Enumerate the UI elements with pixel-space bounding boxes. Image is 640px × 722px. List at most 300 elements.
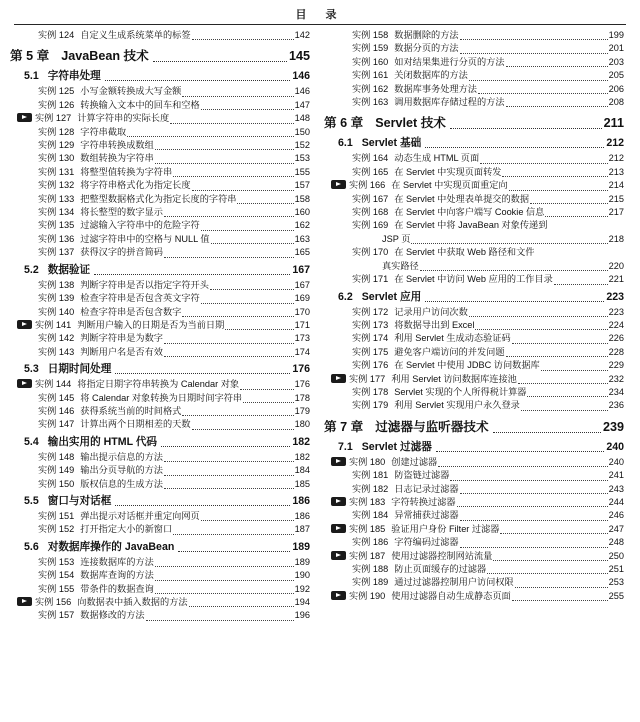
chapter-heading[interactable]: [324, 418, 624, 437]
entry-number: 实例 138: [38, 279, 75, 290]
leader-dots: [506, 98, 608, 107]
leader-dots: [535, 250, 623, 258]
leader-dots: [460, 512, 608, 521]
leader-dots: [500, 525, 607, 534]
toc-entry[interactable]: [10, 233, 310, 246]
page-number: 253: [608, 577, 624, 588]
leader-dots: [450, 119, 602, 129]
entry-title: 创建过滤器: [391, 456, 438, 467]
entry-title: 在 Servlet 中将 JavaBean 对象传递到: [394, 220, 548, 231]
leader-dots: [182, 407, 293, 416]
toc-entry[interactable]: [324, 469, 624, 482]
page-number: 239: [602, 419, 624, 434]
toc-entry[interactable]: [10, 85, 310, 98]
toc-entry[interactable]: [324, 386, 624, 399]
entry-number: 实例 184: [352, 510, 389, 521]
entry-number: 实例 153: [38, 556, 75, 567]
page-number: 171: [294, 319, 310, 330]
section-heading[interactable]: [10, 262, 310, 278]
toc-entry[interactable]: [10, 152, 310, 165]
leader-dots: [155, 558, 294, 567]
leader-dots: [189, 598, 294, 607]
entry-title: 将指定日期字符串转换为 Calendar 对象: [77, 379, 240, 390]
entry-number: 实例 133: [38, 193, 75, 204]
toc-entry[interactable]: [324, 576, 624, 589]
entry-number: 实例 176: [352, 360, 389, 371]
entry-label: [352, 359, 540, 372]
toc-entry[interactable]: [10, 126, 310, 139]
entry-number: 实例 164: [352, 153, 389, 164]
toc-entry[interactable]: [10, 378, 310, 391]
toc-entry[interactable]: [10, 418, 310, 431]
entry-number: 实例 137: [38, 247, 75, 258]
toc-entry[interactable]: [10, 292, 310, 305]
entry-label: [38, 206, 163, 219]
toc-entry-continuation[interactable]: [324, 233, 624, 246]
toc-entry[interactable]: [10, 179, 310, 192]
leader-dots: [201, 295, 294, 304]
leader-dots: [155, 585, 294, 594]
entry-number: 实例 131: [38, 166, 75, 177]
entry-title: 弹出提示对话框并重定向网页: [80, 510, 200, 521]
entry-number: 实例 126: [38, 99, 75, 110]
entry-label: [38, 346, 163, 359]
toc-entry[interactable]: [324, 523, 624, 536]
page-number: 180: [294, 419, 310, 430]
page-number: 142: [294, 30, 310, 40]
chapter-title: Servlet 技术: [375, 116, 446, 131]
leader-dots: [480, 155, 607, 164]
entry-title: 将 Calendar 对象转换为日期时间字符串: [80, 392, 243, 403]
page-number: 240: [608, 456, 624, 467]
entry-number: 实例 132: [38, 180, 75, 191]
page-number: 196: [294, 610, 310, 621]
toc-entry[interactable]: [324, 346, 624, 359]
page-number: 223: [608, 306, 624, 317]
page-number: 255: [608, 590, 624, 601]
chapter-title: 过滤器与监听器技术: [375, 419, 489, 434]
page-number: 155: [294, 166, 310, 177]
entry-label: [38, 306, 181, 319]
entry-label: [38, 292, 200, 305]
entry-title: 使用过滤器自动生成静态页面: [391, 590, 511, 601]
page-number: 217: [608, 207, 624, 218]
toc-entry[interactable]: [10, 523, 310, 536]
toc-entry[interactable]: [324, 166, 624, 179]
chapter-heading[interactable]: [324, 114, 624, 133]
toc-entry[interactable]: [10, 166, 310, 179]
toc-entry[interactable]: [324, 483, 624, 496]
leader-dots: [164, 480, 294, 489]
entry-title: 数据库查询的方法: [80, 570, 154, 581]
page-number: 167: [292, 263, 310, 276]
toc-entry[interactable]: [10, 478, 310, 491]
entry-title: 获得系统当前的时间格式: [80, 405, 182, 416]
page-number: 228: [608, 346, 624, 357]
toc-entry[interactable]: [324, 563, 624, 576]
toc-entry[interactable]: [324, 550, 624, 563]
entry-number: 实例 139: [38, 293, 75, 304]
section-number: 5.2: [24, 263, 39, 276]
entry-title: 判断字符串是为数字: [80, 333, 163, 344]
toc-entry[interactable]: [10, 219, 310, 232]
entry-title: 数据库事务处理方法: [394, 83, 477, 94]
page-number: 163: [294, 233, 310, 244]
page-number: 223: [606, 290, 624, 303]
entry-title: 过滤输入字符串中的危险字符: [80, 220, 200, 231]
entry-title: 数据修改的方法: [80, 610, 145, 621]
leader-dots: [153, 52, 287, 62]
page-number: 205: [608, 70, 624, 81]
leader-dots: [469, 72, 608, 81]
toc-entry[interactable]: [324, 56, 624, 69]
entry-title: 验证用户身份 Filter 过滤器: [391, 523, 500, 534]
chapter-number: 第 7 章: [324, 419, 364, 434]
page-number: 206: [608, 83, 624, 94]
toc-column-left: [10, 29, 310, 719]
page-number: 213: [608, 166, 624, 177]
entry-title: 防止页面缓存的过滤器: [394, 564, 487, 574]
toc-entry[interactable]: [10, 29, 310, 42]
entry-label: [352, 332, 511, 345]
leader-dots: [475, 321, 607, 330]
entry-number: 实例 143: [38, 346, 75, 357]
entry-label: [352, 166, 501, 179]
entry-number: 实例 171: [352, 274, 389, 285]
toc-entry[interactable]: [324, 509, 624, 522]
entry-label: [352, 273, 553, 286]
toc-entry[interactable]: [324, 590, 624, 603]
entry-number: 实例 188: [352, 564, 389, 574]
section-heading[interactable]: [324, 135, 624, 151]
entry-number: 实例 187: [349, 550, 386, 561]
entry-label: [349, 373, 517, 386]
toc-entry[interactable]: [10, 464, 310, 477]
entry-title: 将长整型的数字显示: [80, 207, 163, 218]
page-number: 203: [608, 56, 624, 67]
leader-dots: [155, 155, 294, 164]
entry-title: 防盗链过滤器: [394, 470, 450, 481]
toc-entry[interactable]: [10, 556, 310, 569]
entry-title: 自定义生成系统菜单的标签: [80, 30, 191, 40]
entry-number: 实例 134: [38, 207, 75, 218]
page-number: 215: [608, 193, 624, 204]
entry-title: 在 Servlet 中向客户端写 Cookie 信息: [394, 207, 545, 218]
toc-entry[interactable]: [324, 206, 624, 219]
leader-dots: [173, 526, 294, 535]
page-number: 220: [608, 260, 624, 271]
entry-label: [38, 219, 200, 232]
entry-number: 实例 185: [349, 523, 386, 534]
toc-entry[interactable]: [10, 609, 310, 622]
page-number: 170: [294, 306, 310, 317]
toc-entry[interactable]: [324, 359, 624, 372]
entry-label: [349, 590, 511, 603]
toc-entry[interactable]: [10, 319, 310, 332]
entry-title: 检查字符串是否包含英文字符: [80, 293, 200, 304]
leader-dots: [541, 362, 608, 371]
entry-title: 使用过滤器控制网站流量: [391, 550, 493, 561]
section-heading[interactable]: [10, 68, 310, 84]
entry-number: 实例 157: [38, 610, 75, 621]
leader-dots: [515, 579, 608, 588]
toc-entry[interactable]: [10, 279, 310, 292]
toc-entry[interactable]: [10, 246, 310, 259]
toc-entry[interactable]: [10, 583, 310, 596]
entry-number: 实例 152: [38, 524, 75, 535]
toc-entry[interactable]: [324, 456, 624, 469]
entry-number: 实例 127: [35, 113, 72, 124]
toc-entry[interactable]: [10, 206, 310, 219]
toc-entry[interactable]: [10, 99, 310, 112]
leader-dots: [436, 443, 605, 452]
page-number: 229: [608, 360, 624, 371]
chapter-heading[interactable]: [10, 47, 310, 66]
page-number: 190: [294, 570, 310, 581]
entry-title: 数据删除的方法: [394, 30, 459, 40]
entry-label: [38, 139, 154, 152]
entry-title: 判断用户名是否有效: [80, 346, 163, 357]
page-number: 189: [294, 556, 310, 567]
entry-number: 实例 129: [38, 140, 75, 151]
toc-entry[interactable]: [324, 536, 624, 549]
leader-dots: [164, 208, 294, 217]
page-number: 182: [292, 435, 310, 448]
leader-dots: [192, 421, 294, 430]
video-icon: [331, 551, 346, 560]
toc-entry[interactable]: [324, 332, 624, 345]
page-number: 192: [294, 583, 310, 594]
entry-title: JSP 页: [382, 233, 411, 244]
page-number: 212: [608, 153, 624, 164]
page-number: 184: [294, 465, 310, 476]
toc-entry[interactable]: [10, 193, 310, 206]
toc-entry[interactable]: [10, 112, 310, 125]
entry-title: 在 Servlet 中实现页面转发: [394, 166, 502, 177]
toc-entry[interactable]: [324, 399, 624, 412]
page-number: 247: [608, 523, 624, 534]
entry-label: [38, 392, 242, 405]
header-divider: [14, 24, 626, 25]
toc-entry[interactable]: [10, 405, 310, 418]
entry-label: [352, 346, 505, 359]
toc-entry[interactable]: [10, 451, 310, 464]
page-number: 178: [294, 392, 310, 403]
entry-title: 转换输入文本中的回车和空格: [80, 99, 200, 110]
video-icon: [331, 591, 346, 600]
toc-entry[interactable]: [10, 596, 310, 609]
entry-title: 在 Servlet 中使用 JDBC 访问数据库: [394, 360, 540, 371]
leader-dots: [457, 498, 608, 507]
section-heading[interactable]: [10, 434, 310, 450]
entry-number: 实例 124: [38, 30, 75, 40]
entry-title: 在 Servlet 中获取 Web 路径和文件: [394, 247, 535, 258]
toc-entry[interactable]: [324, 193, 624, 206]
toc-entry[interactable]: [324, 246, 624, 259]
entry-title: 调用数据库存储过程的方法: [394, 97, 505, 108]
toc-entry[interactable]: [324, 373, 624, 386]
chapter-number: 第 6 章: [324, 116, 364, 131]
page-number: 234: [608, 386, 624, 397]
entry-title: 将数据导出到 Excel: [394, 319, 475, 330]
entry-title: 利用 Servlet 生成动态验证码: [394, 333, 511, 344]
leader-dots: [182, 88, 293, 97]
entry-title: 判断用户输入的日期是否为当前日期: [77, 319, 225, 330]
toc-entry[interactable]: [10, 139, 310, 152]
toc-entry[interactable]: [324, 273, 624, 286]
entry-title: 判断字符串是否以指定字符开头: [80, 279, 209, 290]
entry-label: [352, 56, 505, 69]
page-number: 165: [294, 247, 310, 258]
section-title: 输出实用的 HTML 代码: [47, 435, 158, 448]
entry-title: 在 Servlet 中实现页面重定向: [391, 180, 508, 191]
entry-number: 实例 145: [38, 392, 75, 403]
video-icon: [331, 374, 346, 383]
entry-number: 实例 169: [352, 220, 389, 231]
toc-entry[interactable]: [10, 306, 310, 319]
entry-title: 字符串截取: [80, 126, 127, 137]
toc-entry[interactable]: [324, 42, 624, 55]
toc-entry[interactable]: [324, 29, 624, 42]
entry-label: [38, 152, 154, 165]
entry-label: [352, 219, 547, 232]
entry-title: 真实路径: [382, 260, 419, 271]
entry-label: [38, 583, 154, 596]
entry-label: [38, 29, 191, 42]
leader-dots: [164, 348, 294, 357]
entry-number: 实例 177: [349, 373, 386, 384]
entry-label: [38, 510, 200, 523]
entry-label: [38, 179, 191, 192]
leader-dots: [548, 223, 623, 231]
entry-title: 在 Servlet 中处理表单提交的数据: [394, 193, 530, 204]
page-number: 147: [294, 99, 310, 110]
entry-number: 实例 146: [38, 405, 75, 416]
toc-entry[interactable]: [324, 319, 624, 332]
section-heading[interactable]: [10, 539, 310, 555]
leader-dots: [527, 388, 607, 397]
entry-number: 实例 159: [352, 43, 389, 54]
entry-title: Servlet 实现的个人所得税计算器: [394, 386, 527, 397]
entry-label: [38, 451, 163, 464]
toc-entry[interactable]: [10, 392, 310, 405]
leader-dots: [411, 235, 607, 244]
toc-entry[interactable]: [324, 306, 624, 319]
entry-label: [35, 596, 188, 609]
entry-label: [352, 483, 459, 496]
leader-dots: [460, 31, 608, 40]
entry-label: [352, 386, 526, 399]
toc-entry[interactable]: [324, 96, 624, 109]
toc-entry[interactable]: [324, 152, 624, 165]
leader-dots: [192, 182, 294, 191]
entry-number: 实例 165: [352, 166, 389, 177]
entry-label: [38, 279, 209, 292]
page-number: 241: [608, 470, 624, 481]
leader-dots: [115, 365, 290, 374]
entry-number: 实例 151: [38, 510, 75, 521]
leader-dots: [94, 266, 290, 275]
entry-title: 把整型数据格式化为指定长度的字符串: [80, 193, 237, 204]
toc-entry[interactable]: [324, 219, 624, 232]
page-number: 236: [608, 400, 624, 411]
entry-label: [349, 179, 508, 192]
leader-dots: [506, 348, 608, 357]
toc-entry[interactable]: [10, 332, 310, 345]
entry-label: [38, 166, 172, 179]
toc-entry[interactable]: [324, 69, 624, 82]
section-title: 对数据库操作的 JavaBean: [47, 540, 175, 553]
section-heading[interactable]: [324, 289, 624, 305]
page-number: 167: [294, 279, 310, 290]
section-heading[interactable]: [10, 493, 310, 509]
entry-title: 小写金额转换成大写金额: [80, 86, 182, 97]
entry-label: [38, 99, 200, 112]
toc-entry-continuation[interactable]: [324, 260, 624, 273]
leader-dots: [240, 381, 294, 390]
entry-title: 异常捕获过滤器: [394, 510, 459, 521]
toc-entry[interactable]: [324, 496, 624, 509]
toc-entry[interactable]: [10, 510, 310, 523]
entry-number: 实例 135: [38, 220, 75, 231]
entry-number: 实例 186: [352, 537, 389, 548]
video-icon: [17, 379, 32, 388]
toc-entry[interactable]: [10, 346, 310, 359]
entry-label: [38, 246, 163, 259]
page-number: 212: [606, 137, 624, 150]
section-title: 字符串处理: [47, 70, 101, 83]
toc-entry[interactable]: [10, 569, 310, 582]
entry-number: 实例 162: [352, 83, 389, 94]
entry-number: 实例 158: [352, 30, 389, 40]
entry-title: 输出分页导航的方法: [80, 465, 163, 476]
leader-dots: [225, 321, 293, 330]
entry-number: 实例 170: [352, 247, 389, 258]
entry-number: 实例 183: [349, 496, 386, 507]
entry-title: 字符串转换成数组: [80, 140, 154, 151]
page-number: 211: [603, 116, 624, 131]
entry-number: 实例 144: [35, 379, 72, 390]
entry-number: 实例 161: [352, 70, 389, 81]
page-number: 250: [608, 550, 624, 561]
chapter-number: 第 5 章: [10, 49, 50, 64]
leader-dots: [164, 335, 294, 344]
page-number: 152: [294, 140, 310, 151]
page-title: 目 录: [295, 9, 345, 21]
entry-number: 实例 163: [352, 97, 389, 108]
entry-number: 实例 141: [35, 319, 72, 330]
page-number: 218: [608, 233, 624, 244]
section-heading[interactable]: [324, 439, 624, 455]
video-icon: [17, 320, 32, 329]
page-number: 148: [294, 113, 310, 124]
toc-entry[interactable]: [324, 83, 624, 96]
toc-entry[interactable]: [324, 179, 624, 192]
page-number: 221: [608, 274, 624, 285]
page-number: 145: [288, 49, 310, 64]
entry-number: 实例 175: [352, 346, 389, 357]
page-number: 248: [608, 537, 624, 548]
page-number: 174: [294, 346, 310, 357]
entry-label: [352, 469, 449, 482]
leader-dots: [425, 139, 604, 148]
section-heading[interactable]: [10, 361, 310, 377]
page-number: 185: [294, 478, 310, 489]
section-title: Servlet 应用: [361, 290, 422, 303]
entry-number: 实例 140: [38, 306, 75, 317]
video-icon: [331, 497, 346, 506]
section-number: 5.5: [24, 494, 39, 507]
